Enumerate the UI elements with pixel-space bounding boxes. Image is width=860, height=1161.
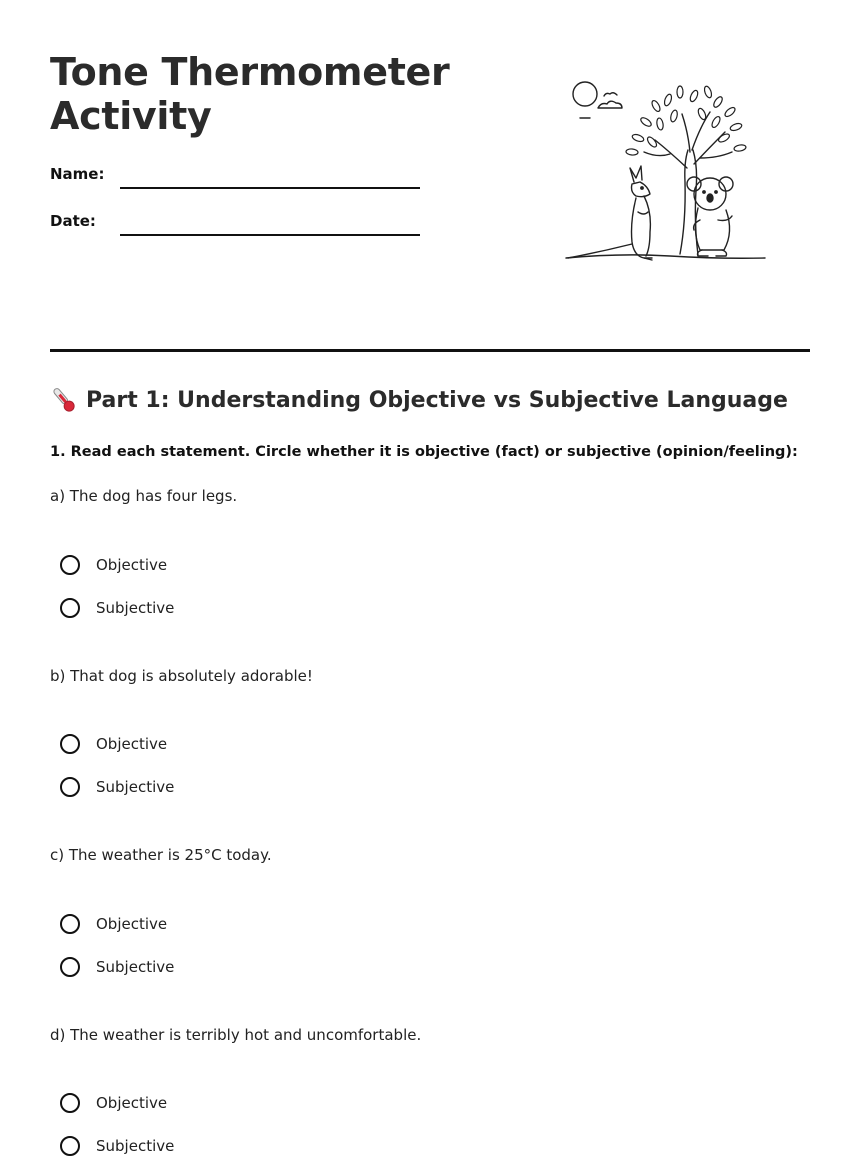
question-d-subjective-option[interactable] [60,1136,174,1156]
question-c-subjective-option[interactable] [60,957,174,977]
question-b-subjective-option[interactable] [60,777,174,797]
option-label: Objective [96,735,168,753]
page-title: Tone Thermometer Activity [50,50,450,138]
section-title-text: Part 1: Understanding Objective vs Subjective Language [86,387,788,413]
radio-circle[interactable] [60,555,80,575]
statement-b: b) That dog is absolutely adorable! [50,667,313,685]
section-title [50,385,788,415]
radio-circle[interactable] [60,914,80,934]
radio-circle[interactable] [60,734,80,754]
name-label: Name: [50,165,105,183]
option-label: Subjective [96,958,175,976]
date-field[interactable] [120,234,420,236]
statement-a: a) The dog has four legs. [50,487,238,505]
radio-circle[interactable] [60,777,80,797]
thermometer-icon [50,385,78,415]
option-label: Objective [96,1094,168,1112]
question-d-objective-option[interactable] [60,1093,167,1113]
radio-circle[interactable] [60,957,80,977]
radio-circle[interactable] [60,1136,80,1156]
question-a-subjective-option[interactable] [60,598,174,618]
section-divider [50,349,810,352]
instruction-text: 1. Read each statement. Circle whether it is objective (fact) or subjective (opinion/feeling): [50,444,798,460]
option-label: Subjective [96,599,175,617]
option-label: Objective [96,915,168,933]
option-label: Subjective [96,778,175,796]
kangaroo-koala-tree-illustration [560,72,770,267]
statement-d: d) The weather is terribly hot and uncomfortable. [50,1026,422,1044]
name-field[interactable] [120,187,420,189]
option-label: Subjective [96,1137,175,1155]
radio-circle[interactable] [60,1093,80,1113]
statement-c: c) The weather is 25°C today. [50,846,272,864]
option-label: Objective [96,556,168,574]
question-a-objective-option[interactable] [60,555,167,575]
question-b-objective-option[interactable] [60,734,167,754]
radio-circle[interactable] [60,598,80,618]
date-label: Date: [50,212,96,230]
question-c-objective-option[interactable] [60,914,167,934]
